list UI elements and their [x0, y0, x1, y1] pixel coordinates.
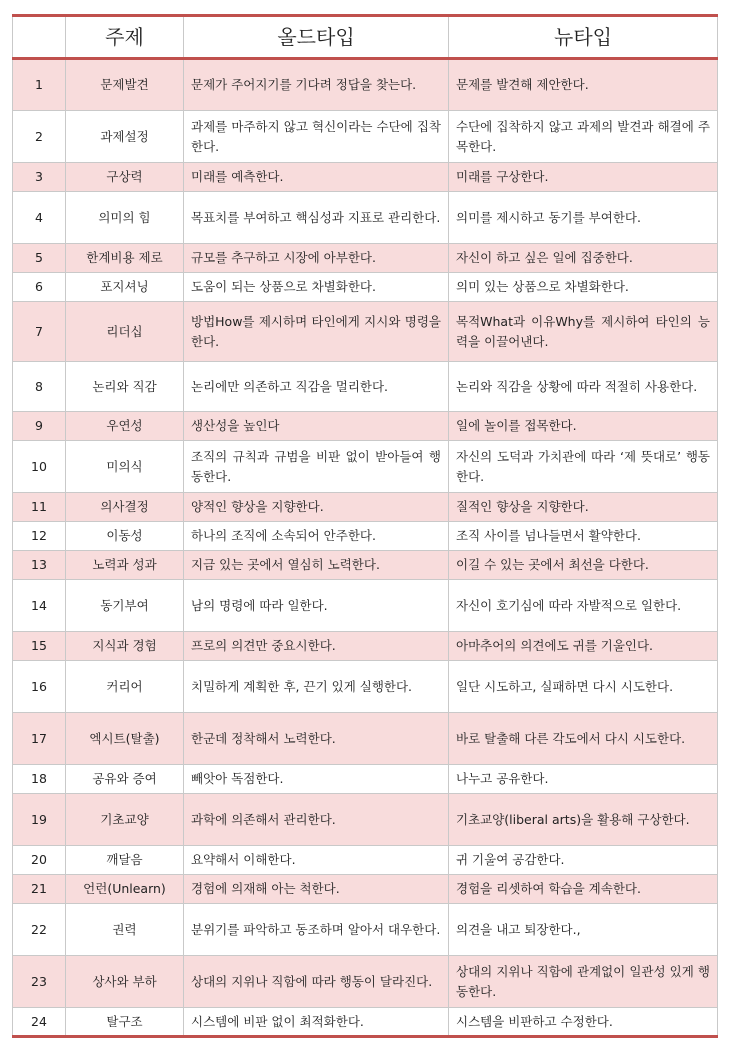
- row-topic: 권력: [66, 904, 184, 956]
- row-oldtype: 문제가 주어지기를 기다려 정답을 찾는다.: [184, 59, 449, 111]
- row-number: 18: [13, 765, 66, 794]
- row-oldtype: 하나의 조직에 소속되어 안주한다.: [184, 522, 449, 551]
- row-oldtype: 과학에 의존해서 관리한다.: [184, 794, 449, 846]
- row-topic: 언런(Unlearn): [66, 875, 184, 904]
- row-newtype: 바로 탈출해 다른 각도에서 다시 시도한다.: [449, 713, 718, 765]
- row-newtype: 자신이 하고 싶은 일에 집중한다.: [449, 244, 718, 273]
- header-topic: 주제: [66, 16, 184, 59]
- row-topic: 이동성: [66, 522, 184, 551]
- table-row: [13, 551, 718, 580]
- comparison-table-container: [12, 14, 717, 1038]
- row-oldtype: 남의 명령에 따라 일한다.: [184, 580, 449, 632]
- row-topic: 상사와 부하: [66, 956, 184, 1008]
- header-newtype: 뉴타입: [449, 16, 718, 59]
- row-oldtype: 치밀하게 계획한 후, 끈기 있게 실행한다.: [184, 661, 449, 713]
- row-oldtype: 미래를 예측한다.: [184, 163, 449, 192]
- row-topic: 동기부여: [66, 580, 184, 632]
- row-oldtype: 상대의 지위나 직함에 따라 행동이 달라진다.: [184, 956, 449, 1008]
- table-row: [13, 192, 718, 244]
- table-row: [13, 794, 718, 846]
- row-topic: 미의식: [66, 441, 184, 493]
- row-oldtype: 규모를 추구하고 시장에 아부한다.: [184, 244, 449, 273]
- row-number: 13: [13, 551, 66, 580]
- row-newtype: 시스템을 비판하고 수정한다.: [449, 1008, 718, 1037]
- row-newtype: 질적인 향상을 지향한다.: [449, 493, 718, 522]
- row-oldtype: 프로의 의견만 중요시한다.: [184, 632, 449, 661]
- row-number: 7: [13, 302, 66, 362]
- row-number: 21: [13, 875, 66, 904]
- row-newtype: 논리와 직감을 상황에 따라 적절히 사용한다.: [449, 362, 718, 412]
- table-row: [13, 244, 718, 273]
- row-oldtype: 조직의 규칙과 규범을 비판 없이 받아들여 행동한다.: [184, 441, 449, 493]
- table-row: [13, 632, 718, 661]
- table-row: [13, 111, 718, 163]
- table-row: [13, 765, 718, 794]
- row-topic: 탈구조: [66, 1008, 184, 1037]
- row-number: 8: [13, 362, 66, 412]
- row-number: 15: [13, 632, 66, 661]
- row-newtype: 의미 있는 상품으로 차별화한다.: [449, 273, 718, 302]
- header-row: [13, 16, 718, 59]
- row-number: 20: [13, 846, 66, 875]
- row-topic: 의미의 힘: [66, 192, 184, 244]
- row-number: 1: [13, 59, 66, 111]
- row-oldtype: 생산성을 높인다: [184, 412, 449, 441]
- table-row: [13, 362, 718, 412]
- row-oldtype: 방법How를 제시하며 타인에게 지시와 명령을 한다.: [184, 302, 449, 362]
- table-row: [13, 493, 718, 522]
- row-topic: 엑시트(탈출): [66, 713, 184, 765]
- row-newtype: 의견을 내고 퇴장한다.,: [449, 904, 718, 956]
- row-newtype: 의미를 제시하고 동기를 부여한다.: [449, 192, 718, 244]
- row-number: 14: [13, 580, 66, 632]
- row-oldtype: 목표치를 부여하고 핵심성과 지표로 관리한다.: [184, 192, 449, 244]
- row-topic: 포지셔닝: [66, 273, 184, 302]
- row-oldtype: 요약해서 이해한다.: [184, 846, 449, 875]
- row-oldtype: 시스템에 비판 없이 최적화한다.: [184, 1008, 449, 1037]
- row-number: 22: [13, 904, 66, 956]
- row-number: 19: [13, 794, 66, 846]
- row-topic: 한계비용 제로: [66, 244, 184, 273]
- table-row: [13, 163, 718, 192]
- table-body: [13, 59, 718, 1037]
- table-row: [13, 846, 718, 875]
- row-newtype: 기초교양(liberal arts)을 활용해 구상한다.: [449, 794, 718, 846]
- row-newtype: 나누고 공유한다.: [449, 765, 718, 794]
- table-row: [13, 580, 718, 632]
- table-row: [13, 302, 718, 362]
- row-topic: 우연성: [66, 412, 184, 441]
- row-newtype: 문제를 발견해 제안한다.: [449, 59, 718, 111]
- table-row: [13, 273, 718, 302]
- row-number: 3: [13, 163, 66, 192]
- row-oldtype: 한군데 정착해서 노력한다.: [184, 713, 449, 765]
- row-newtype: 일단 시도하고, 실패하면 다시 시도한다.: [449, 661, 718, 713]
- row-topic: 과제설정: [66, 111, 184, 163]
- row-topic: 의사결정: [66, 493, 184, 522]
- row-topic: 노력과 성과: [66, 551, 184, 580]
- row-newtype: 미래를 구상한다.: [449, 163, 718, 192]
- header-oldtype: 올드타입: [184, 16, 449, 59]
- row-number: 5: [13, 244, 66, 273]
- row-oldtype: 빼앗아 독점한다.: [184, 765, 449, 794]
- row-newtype: 수단에 집착하지 않고 과제의 발견과 해결에 주목한다.: [449, 111, 718, 163]
- row-topic: 기초교양: [66, 794, 184, 846]
- row-topic: 커리어: [66, 661, 184, 713]
- table-row: [13, 441, 718, 493]
- row-number: 16: [13, 661, 66, 713]
- row-number: 10: [13, 441, 66, 493]
- row-topic: 지식과 경험: [66, 632, 184, 661]
- row-number: 9: [13, 412, 66, 441]
- row-newtype: 일에 놀이를 접목한다.: [449, 412, 718, 441]
- row-number: 24: [13, 1008, 66, 1037]
- row-newtype: 자신이 호기심에 따라 자발적으로 일한다.: [449, 580, 718, 632]
- row-oldtype: 도움이 되는 상품으로 차별화한다.: [184, 273, 449, 302]
- table-row: [13, 904, 718, 956]
- row-oldtype: 논리에만 의존하고 직감을 멀리한다.: [184, 362, 449, 412]
- row-topic: 깨달음: [66, 846, 184, 875]
- row-newtype: 귀 기울여 공감한다.: [449, 846, 718, 875]
- row-newtype: 목적What과 이유Why를 제시하여 타인의 능력을 이끌어낸다.: [449, 302, 718, 362]
- row-number: 6: [13, 273, 66, 302]
- row-newtype: 아마추어의 의견에도 귀를 기울인다.: [449, 632, 718, 661]
- row-topic: 구상력: [66, 163, 184, 192]
- row-oldtype: 경험에 의재해 아는 척한다.: [184, 875, 449, 904]
- header-number: [13, 16, 66, 59]
- row-topic: 논리와 직감: [66, 362, 184, 412]
- row-topic: 리더십: [66, 302, 184, 362]
- row-number: 4: [13, 192, 66, 244]
- table-row: [13, 713, 718, 765]
- table-row: [13, 412, 718, 441]
- row-number: 23: [13, 956, 66, 1008]
- row-number: 12: [13, 522, 66, 551]
- row-oldtype: 지금 있는 곳에서 열심히 노력한다.: [184, 551, 449, 580]
- row-number: 2: [13, 111, 66, 163]
- row-oldtype: 분위기를 파악하고 동조하며 알아서 대우한다.: [184, 904, 449, 956]
- table-row: [13, 59, 718, 111]
- table-row: [13, 875, 718, 904]
- row-newtype: 자신의 도덕과 가치관에 따라 ‘제 뜻대로’ 행동한다.: [449, 441, 718, 493]
- row-newtype: 경험을 리셋하여 학습을 계속한다.: [449, 875, 718, 904]
- row-topic: 문제발견: [66, 59, 184, 111]
- table-row: [13, 1008, 718, 1037]
- row-newtype: 조직 사이를 넘나들면서 활약한다.: [449, 522, 718, 551]
- row-number: 17: [13, 713, 66, 765]
- row-topic: 공유와 증여: [66, 765, 184, 794]
- row-oldtype: 양적인 향상을 지향한다.: [184, 493, 449, 522]
- table-row: [13, 956, 718, 1008]
- row-number: 11: [13, 493, 66, 522]
- row-newtype: 이길 수 있는 곳에서 최선을 다한다.: [449, 551, 718, 580]
- comparison-table: [12, 14, 718, 1038]
- row-newtype: 상대의 지위나 직함에 관계없이 일관성 있게 행동한다.: [449, 956, 718, 1008]
- table-row: [13, 661, 718, 713]
- row-oldtype: 과제를 마주하지 않고 혁신이라는 수단에 집착한다.: [184, 111, 449, 163]
- table-row: [13, 522, 718, 551]
